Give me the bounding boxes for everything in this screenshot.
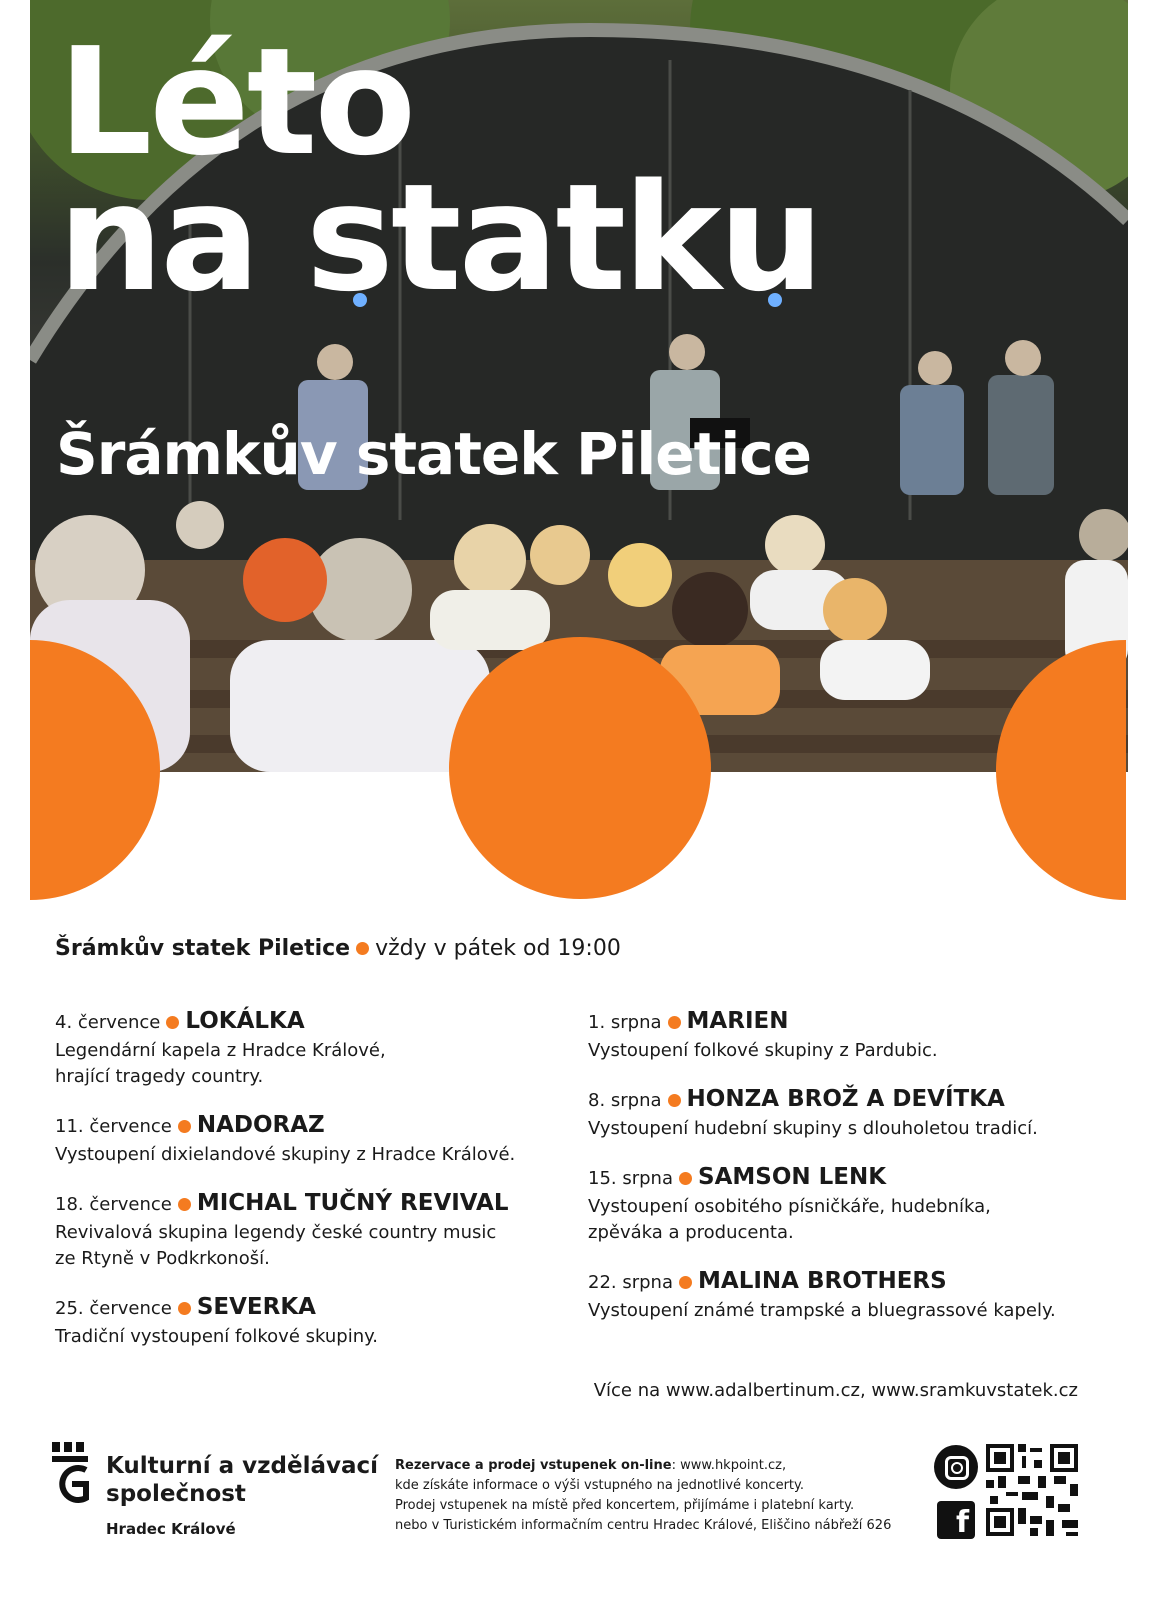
event-date: 8. srpna — [588, 1090, 662, 1111]
booking-line: Prodej vstupenek na místě před koncertem, přijímáme i platební karty. — [395, 1498, 855, 1513]
event-desc: Revivalová skupina legendy české country music — [55, 1222, 497, 1243]
event-desc: Vystoupení osobitého písničkáře, hudebníka, — [588, 1196, 991, 1217]
event-desc: Vystoupení hudební skupiny s dlouholetou tradicí. — [588, 1118, 1038, 1139]
event-date: 25. července — [55, 1298, 172, 1319]
event-name: MARIEN — [686, 1008, 789, 1034]
event-name: SEVERKA — [196, 1294, 316, 1320]
event-desc: ze Rtyně v Podkrkonoší. — [55, 1248, 270, 1269]
event-item — [55, 1188, 575, 1272]
booking-url[interactable]: : www.hkpoint.cz, — [671, 1458, 787, 1473]
bullet-dot — [178, 1302, 191, 1315]
booking-info — [395, 1456, 891, 1536]
bullet-dot — [166, 1016, 179, 1029]
venue-title: Šrámkův statek Piletice — [56, 420, 811, 488]
org-name-line-1: Kulturní a vzdělávací — [106, 1453, 379, 1479]
bullet-dot — [668, 1016, 681, 1029]
event-desc: Vystoupení folkové skupiny z Pardubic. — [588, 1040, 938, 1061]
qr-code[interactable] — [986, 1444, 1078, 1536]
event-date: 11. července — [55, 1116, 172, 1137]
org-city: Hradec Králové — [106, 1520, 236, 1538]
schedule-time: vždy v pátek od 19:00 — [375, 936, 621, 961]
event-name: LOKÁLKA — [185, 1008, 305, 1034]
schedule-venue: Šrámkův statek Piletice — [55, 936, 351, 961]
event-date: 4. července — [55, 1012, 161, 1033]
bullet-dot — [679, 1172, 692, 1185]
event-desc: Vystoupení dixielandové skupiny z Hradce Králové. — [55, 1144, 516, 1165]
event-item — [588, 1162, 1108, 1246]
schedule-column-july — [55, 1006, 575, 1370]
event-item — [55, 1110, 575, 1168]
event-name: HONZA BROŽ A DEVÍTKA — [686, 1086, 1005, 1112]
event-desc: zpěváka a producenta. — [588, 1222, 794, 1243]
event-date: 18. července — [55, 1194, 172, 1215]
booking-line: nebo v Turistickém informačním centru Hradec Králové, Eliščino nábřeží 626 — [395, 1518, 892, 1533]
event-desc: Legendární kapela z Hradce Králové, — [55, 1040, 386, 1061]
booking-label: Rezervace a prodej vstupenek on-line — [395, 1458, 672, 1473]
event-desc: Tradiční vystoupení folkové skupiny. — [55, 1326, 378, 1347]
more-info-links[interactable]: Více na www.adalbertinum.cz, www.sramkuvstatek.cz — [593, 1380, 1078, 1401]
booking-line: kde získáte informace o výši vstupného na jednotlivé koncerty. — [395, 1478, 804, 1493]
organization-name — [106, 1452, 378, 1538]
title-line-2: na statku — [58, 152, 822, 324]
bullet-dot — [178, 1120, 191, 1133]
organization-logo-icon — [52, 1442, 92, 1506]
event-date: 15. srpna — [588, 1168, 673, 1189]
event-date: 22. srpna — [588, 1272, 673, 1293]
schedule-column-august — [588, 1006, 1108, 1344]
social-icons — [934, 1445, 980, 1539]
event-name: NADORAZ — [196, 1112, 325, 1138]
event-date: 1. srpna — [588, 1012, 662, 1033]
event-item — [55, 1292, 575, 1350]
title-line-1: Léto — [58, 16, 414, 188]
bullet-dot — [178, 1198, 191, 1211]
poster-title — [58, 16, 822, 324]
facebook-icon[interactable]: f — [937, 1501, 975, 1539]
event-item — [588, 1006, 1108, 1064]
event-item — [588, 1266, 1108, 1324]
bullet-dot — [356, 942, 369, 955]
event-name: MICHAL TUČNÝ REVIVAL — [196, 1190, 509, 1216]
event-name: MALINA BROTHERS — [698, 1268, 947, 1294]
event-name: SAMSON LENK — [698, 1164, 887, 1190]
bullet-dot — [668, 1094, 681, 1107]
event-item — [55, 1006, 575, 1090]
schedule-header — [55, 936, 621, 961]
event-desc: hrající tragedy country. — [55, 1066, 264, 1087]
event-desc: Vystoupení známé trampské a bluegrassové kapely. — [588, 1300, 1056, 1321]
bullet-dot — [679, 1276, 692, 1289]
instagram-icon[interactable] — [934, 1445, 978, 1489]
event-item — [588, 1084, 1108, 1142]
org-name-line-2: společnost — [106, 1481, 246, 1507]
orange-circle-middle — [449, 637, 711, 899]
